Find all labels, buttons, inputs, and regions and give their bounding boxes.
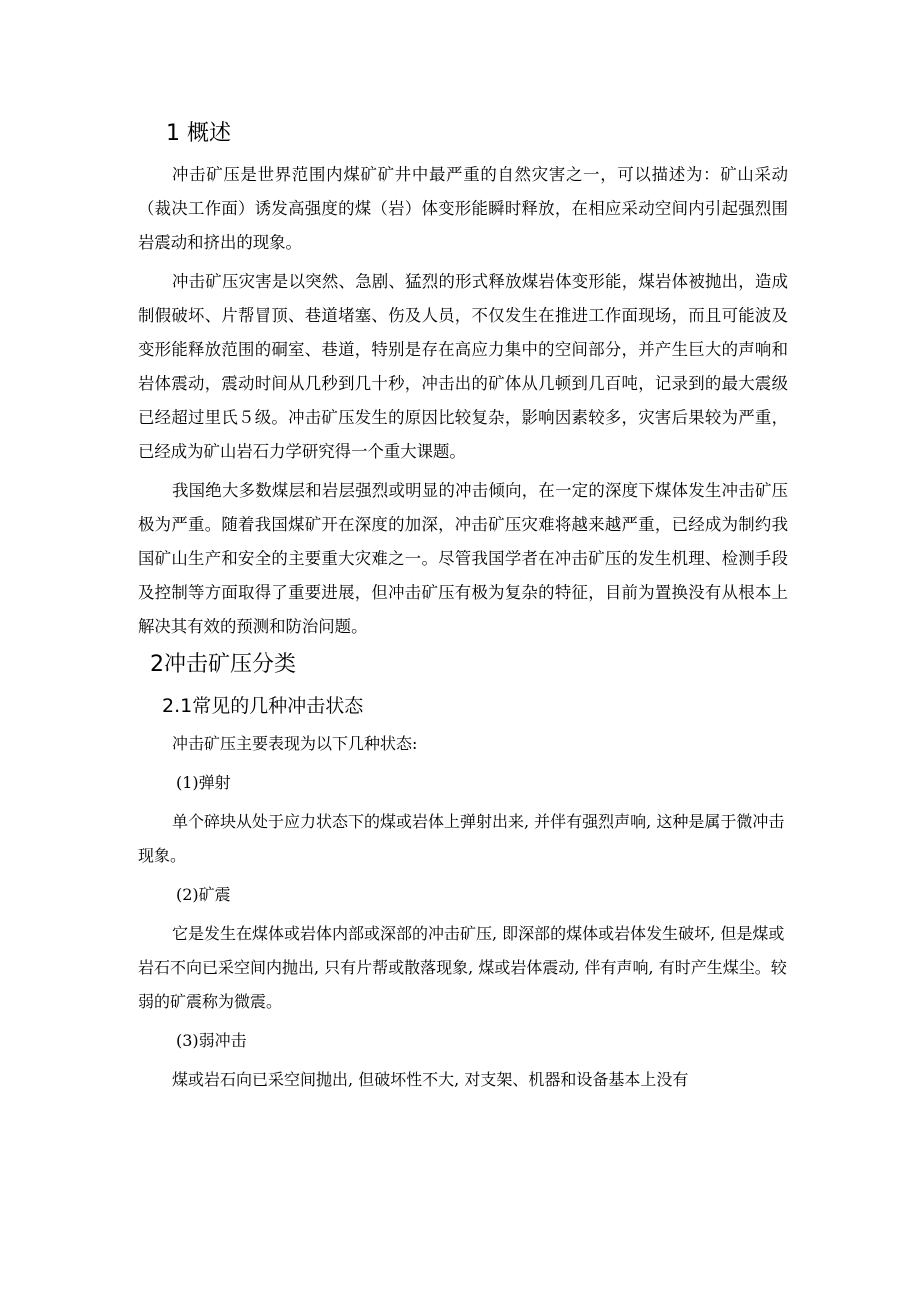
paragraph-china-status: 我国绝大多数煤层和岩层强烈或明显的冲击倾向，在一定的深度下煤体发生冲击矿压极为严重。随着我国煤矿开在深度的加深，冲击矿压灾难将越来越严重，已经成为制约我国矿山生产和安全的主要重大灾难之一。尽管我国学者在冲击矿压的发生机理、检测手段及控制等方面取得了重要进展，但冲击矿压有极为复杂的特征，目前为置换没有从根本上解决其有效的预测和防治问题。 — [138, 481, 788, 636]
paragraph-hazard: 冲击矿压灾害是以突然、急剧、猛烈的形式释放煤岩体变形能，煤岩体被抛出，造成制假破坏、片帮冒顶、巷道堵塞、伤及人员，不仅发生在推进工作面现场，而且可能波及变形能释放范围的硐室、巷道，特别是存在高应力集中的空间部分，并产生巨大的声响和岩体震动，震动时间从几秒到几十秒，冲击出的矿体从几顿到几百吨，记录到的最大震级已经超过里氏５级。冲击矿压发生的原因比较复杂，影响因素较多，灾害后果较为严重，已经成为矿山岩石力学研究得一个重大课题。 — [138, 272, 788, 461]
paragraph-definition: 冲击矿压是世界范围内煤矿矿井中最严重的自然灾害之一，可以描述为：矿山采动（裁决工作面）诱发高强度的煤（岩）体变形能瞬时释放，在相应采动空间内引起强烈围岩震动和挤出的现象。 — [138, 165, 788, 252]
paragraph-weak-impact: 煤或岩石向已采空间抛出, 但破坏性不大, 对支架、机器和设备基本上没有 — [172, 1070, 689, 1089]
list-item-label-ejection: (1)弹射 — [176, 773, 231, 792]
list-item-label-mine-quake: (2)矿震 — [176, 885, 231, 904]
paragraph-ejection: 单个碎块从处于应力状态下的煤或岩体上弹射出来, 并伴有强烈声响, 这种是属于微冲击现象。 — [138, 812, 785, 865]
paragraph-states-intro: 冲击矿压主要表现为以下几种状态: — [172, 734, 418, 753]
subsection-heading-common-states: 2.1常见的几种冲击状态 — [162, 695, 364, 717]
paragraph-mine-quake: 它是发生在煤体或岩体内部或深部的冲击矿压, 即深部的煤体或岩体发生破坏, 但是煤或岩石不向已采空间内抛出, 只有片帮或散落现象, 煤或岩体震动, 伴有声响, 有时产生煤尘。较弱的矿震称为微震。 — [138, 924, 787, 1011]
section-heading-overview: 1 概述 — [166, 121, 231, 146]
section-heading-classification: 2冲击矿压分类 — [150, 652, 296, 677]
list-item-label-weak-impact: (3)弱冲击 — [176, 1031, 247, 1050]
page-content — [138, 118, 788, 1102]
